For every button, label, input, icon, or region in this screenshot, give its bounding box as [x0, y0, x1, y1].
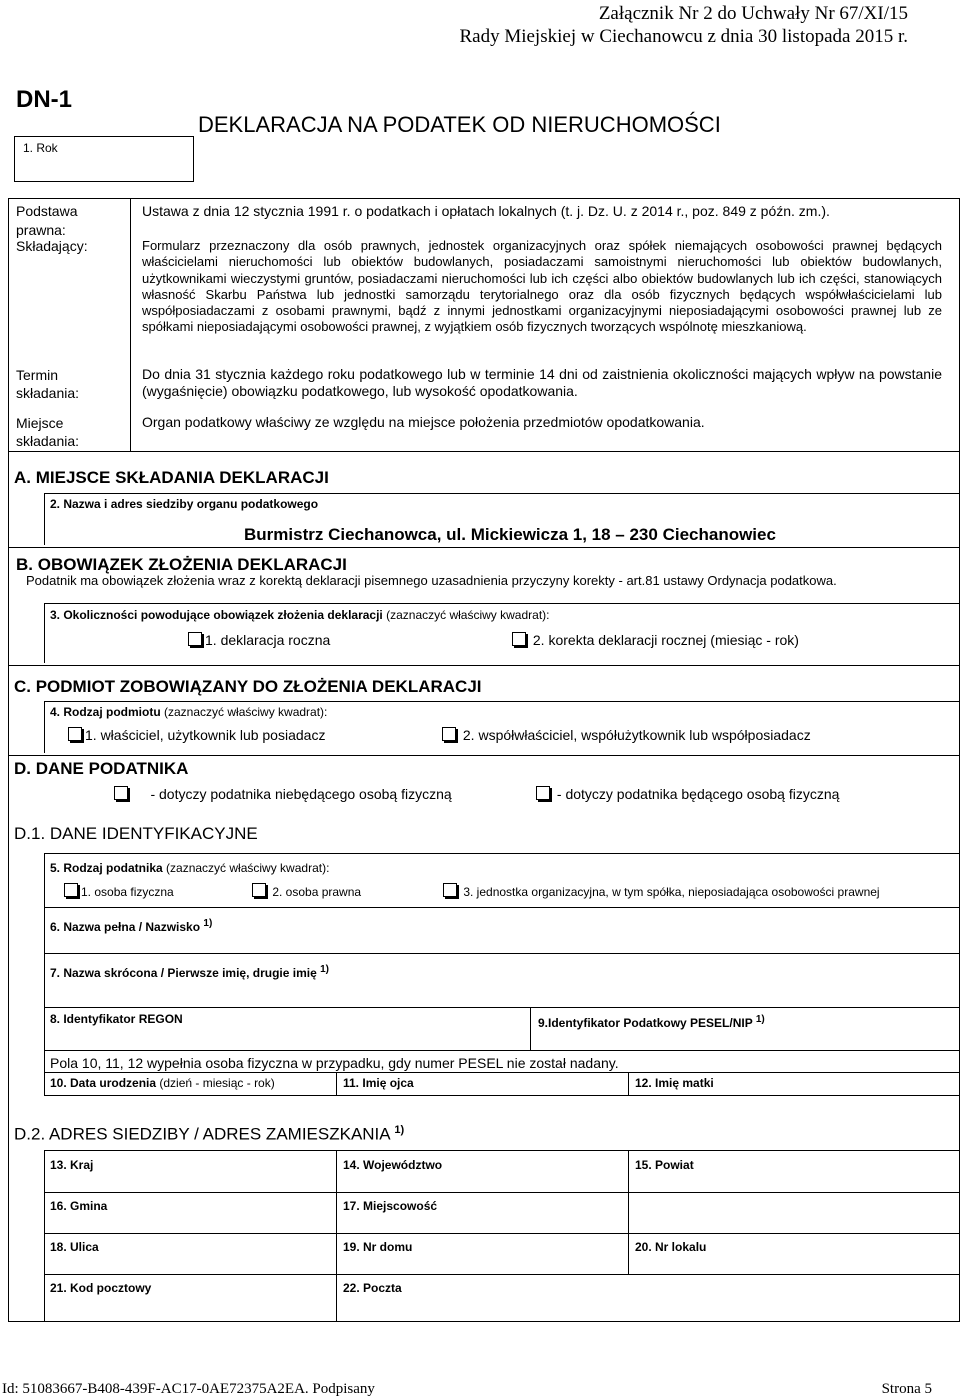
page-number: Strona 5	[881, 1381, 932, 1397]
d2-heading: D.2. ADRES SIEDZIBY / ADRES ZAMIESZKANIA $^{1)}$	[14, 1124, 405, 1144]
checkbox-icon[interactable]	[188, 632, 202, 646]
option-legal-person[interactable]: 2. osoba prawna	[252, 883, 361, 899]
option-co-owner[interactable]: 2. współwłaściciel, współużytkownik lub współposiadacz	[442, 727, 811, 743]
legal-basis-text: Ustawa z dnia 12 stycznia 1991 r. o podatkach i opłatach lokalnych (t. j. Dz. U. z 2014 r., poz. 849 z późn. zm.).	[142, 203, 830, 219]
attachment-line: Załącznik Nr 2 do Uchwały Nr 67/XI/15	[598, 3, 908, 24]
checkbox-icon[interactable]	[443, 883, 457, 897]
option-person[interactable]: - dotyczy podatnika będącego osobą fizyczną	[536, 786, 839, 802]
option-owner[interactable]: 1. właściciel, użytkownik lub posiadacz	[68, 727, 325, 743]
field-19-label[interactable]: 19. Nr domu	[343, 1240, 413, 1254]
section-b-heading: B. OBOWIĄZEK ZŁOŻENIA DEKLARACJI	[16, 555, 347, 574]
field-4-label: 4. Rodzaj podmiotu (zaznaczyć właściwy kwadrat):	[50, 705, 328, 719]
option-non-person[interactable]: - dotyczy podatnika niebędącego osobą fizyczną	[114, 786, 452, 802]
field-2-label: 2. Nazwa i adres siedziby organu podatkowego	[50, 497, 319, 511]
form-code: DN-1	[16, 86, 73, 113]
pesel-note: Pola 10, 11, 12 wypełnia osoba fizyczna w przypadku, gdy numer PESEL nie został nadany.	[50, 1055, 619, 1071]
field-14-label[interactable]: 14. Województwo	[343, 1158, 443, 1172]
section-a-heading: A. MIEJSCE SKŁADANIA DEKLARACJI	[14, 468, 329, 487]
option-annual[interactable]: 1. deklaracja roczna	[188, 632, 330, 648]
council-line: Rady Miejskiej w Ciechanowcu z dnia 30 listopada 2015 r.	[459, 26, 908, 47]
field-6-label[interactable]: 6. Nazwa pełna / Nazwisko $^{1)}$	[50, 918, 213, 934]
document-id: Id: 51083667-B408-439F-AC17-0AE72375A2EA. Podpisany	[2, 1381, 375, 1397]
year-field[interactable]	[14, 136, 194, 182]
checkbox-icon[interactable]	[536, 786, 550, 800]
filer-label: Składający:	[16, 238, 88, 254]
year-label: 1. Rok	[23, 141, 58, 155]
section-d-heading: D. DANE PODATNIKA	[14, 759, 189, 778]
place-label: Miejsce składania:	[16, 415, 80, 449]
field-11-label[interactable]: 11. Imię ojca	[343, 1076, 414, 1090]
checkbox-icon[interactable]	[442, 727, 456, 741]
field-12-label[interactable]: 12. Imię matki	[635, 1076, 714, 1090]
correction-note: Podatnik ma obowiązek złożenia wraz z korektą deklaracji pisemnego uzasadnienia przyczyny korekty - art.81 ustawy Ordynacja podatkowa.	[26, 573, 837, 588]
form-title: DEKLARACJA NA PODATEK OD NIERUCHOMOŚCI	[198, 112, 721, 137]
field-13-label[interactable]: 13. Kraj	[50, 1158, 94, 1172]
field-15-label[interactable]: 15. Powiat	[635, 1158, 694, 1172]
field-18-label[interactable]: 18. Ulica	[50, 1240, 99, 1254]
field-20-label[interactable]: 20. Nr lokalu	[635, 1240, 707, 1254]
deadline-text: Do dnia 31 stycznia każdego roku podatkowego lub w terminie 14 dni od zaistnienia okoliczności mających wpływ na powstanie (wygaśnięcie) obowiązku podatkowego, lub wysokość opodatkowania.	[142, 366, 942, 399]
field-9-label[interactable]: 9.Identyfikator Podatkowy PESEL/NIP $^{1)}$	[538, 1014, 765, 1030]
option-org-unit[interactable]: 3. jednostka organizacyjna, w tym spółka, nieposiadająca osobowości prawnej	[443, 883, 880, 899]
checkbox-icon[interactable]	[64, 883, 78, 897]
d1-heading: D.1. DANE IDENTYFIKACYJNE	[14, 824, 258, 843]
field-10-label[interactable]: 10. Data urodzenia (dzień - miesiąc - rok)	[50, 1076, 275, 1090]
option-natural-person[interactable]: 1. osoba fizyczna	[64, 883, 174, 899]
place-text: Organ podatkowy właściwy ze względu na miejsce położenia przedmiotów opodatkowania.	[142, 414, 705, 430]
checkbox-icon[interactable]	[252, 883, 266, 897]
field-5-label: 5. Rodzaj podatnika (zaznaczyć właściwy kwadrat):	[50, 861, 330, 875]
checkbox-icon[interactable]	[114, 786, 128, 800]
filer-text: Formularz przeznaczony dla osób prawnych, jednostek organizacyjnych oraz spółek niemających osobowości prawnej będących właścicielami nieruchomości lub obiektów budowlanych, posiadaczami samoistnymi nieruchomości lub obiektów budowlanych, użytkownikami wieczystymi gruntów, posiadaczami nieruchomości lub ich części albo obiektów budowlanych lub ich części, stanowiących własność Skarbu Państwa lub jednostki samorządu terytorialnego oraz dla osób fizycznych będących współwłaścicielami lub współposiadaczami z osobami prawnymi, bądź z innymi jednostkami organizacyjnymi nieposiadającymi osobowości prawnej lub ze spółkami nieposiadającymi osobowości prawnej, z wyjątkiem osób fizycznych tworzących wspólnotę mieszkaniową.	[142, 238, 942, 335]
section-c-heading: C. PODMIOT ZOBOWIĄZANY DO ZŁOŻENIA DEKLARACJI	[14, 677, 482, 696]
field-21-label[interactable]: 21. Kod pocztowy	[50, 1281, 152, 1295]
field-22-label[interactable]: 22. Poczta	[343, 1281, 402, 1295]
field-8-label[interactable]: 8. Identyfikator REGON	[50, 1012, 183, 1026]
field-17-label[interactable]: 17. Miejscowość	[343, 1199, 438, 1213]
legal-basis-label: Podstawa prawna:	[16, 203, 78, 238]
field-3-label: 3. Okoliczności powodujące obowiązek złożenia deklaracji (zaznaczyć właściwy kwadrat):	[50, 608, 550, 622]
tax-office-address: Burmistrz Ciechanowca, ul. Mickiewicza 1, 18 – 230 Ciechanowiec	[244, 525, 776, 544]
field-16-label[interactable]: 16. Gmina	[50, 1199, 108, 1213]
checkbox-icon[interactable]	[68, 727, 82, 741]
field-7-label[interactable]: 7. Nazwa skrócona / Pierwsze imię, drugie imię $^{1)}$	[50, 964, 330, 980]
deadline-label: Termin składania:	[16, 367, 80, 401]
checkbox-icon[interactable]	[512, 632, 526, 646]
option-correction[interactable]: 2. korekta deklaracji rocznej (miesiąc - rok)	[512, 632, 799, 648]
